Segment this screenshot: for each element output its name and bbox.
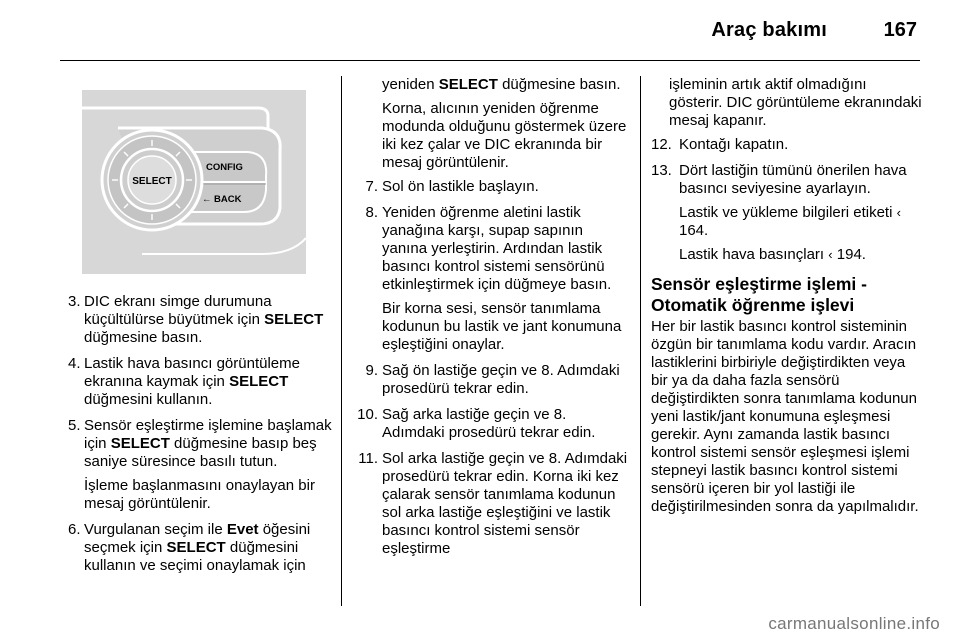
step-item <box>352 450 632 558</box>
text-run: Kontağı kapatın. <box>679 136 789 153</box>
text-run: Vurgulanan seçim ile <box>84 521 227 538</box>
text-run: Bir korna sesi, sensör tanımlama kodunun bu lastik ve jant konumuna eşleştiğini onaylar. <box>382 300 622 353</box>
bold-term: SELECT <box>229 373 289 390</box>
text-run: düğmesine basın. <box>497 76 621 93</box>
step-item <box>64 355 332 409</box>
step-item <box>651 162 923 264</box>
text-run: DIC ekranı simge durumuna küçültülürse büyütmek için <box>84 293 272 328</box>
step-paragraph <box>382 406 632 442</box>
step-item <box>651 136 923 154</box>
step-paragraph <box>679 204 923 240</box>
page-reference-arrow-icon: ‹ <box>896 205 901 220</box>
step-number: 12. <box>651 136 672 153</box>
text-run: düğmesine basıp beş saniye süresince basılı tutun. <box>84 435 317 470</box>
step-paragraph <box>382 450 632 558</box>
header-divider <box>60 60 920 61</box>
text-run: düğmesini kullanın. <box>84 391 213 408</box>
step-paragraph <box>84 417 332 471</box>
step-paragraph <box>84 293 332 347</box>
bold-term: SELECT <box>110 435 170 452</box>
watermark: carmanualsonline.info <box>768 614 940 633</box>
config-button-label: CONFIG <box>206 162 243 173</box>
continued-step-text <box>651 76 923 130</box>
column-divider-2 <box>640 76 641 606</box>
step-number: 4. <box>68 355 81 372</box>
paragraph <box>352 100 632 172</box>
step-paragraph <box>84 355 332 409</box>
steps-list <box>651 136 923 264</box>
step-number: 13. <box>651 162 672 179</box>
step-number: 11. <box>358 450 378 467</box>
step-number: 3. <box>68 293 81 310</box>
text-run: Sağ arka lastiğe geçin ve 8. Adımdaki prosedürü tekrar edin. <box>382 406 596 441</box>
paragraph <box>651 76 923 130</box>
column-divider-1 <box>341 76 342 606</box>
text-run: 164. <box>679 222 709 239</box>
step-number: 10. <box>357 406 378 423</box>
step-paragraph <box>382 204 632 294</box>
bold-term: Evet <box>226 521 259 538</box>
step-paragraph <box>679 246 923 264</box>
text-run: işleminin artık aktif olmadığını gösterir. DIC görüntüleme ekranındaki mesaj kapanır. <box>669 76 922 129</box>
step-item <box>352 362 632 398</box>
text-run: Sağ ön lastiğe geçin ve 8. Adımdaki prosedürü tekrar edin. <box>382 362 620 397</box>
text-run: Korna, alıcının yeniden öğrenme modunda olduğunu göstermek üzere iki kez çalar ve DIC ekranında bir mesaj görüntülenir. <box>382 100 627 171</box>
steering-wheel-controls-illustration <box>82 90 306 274</box>
step-paragraph <box>382 362 632 398</box>
text-run: Dört lastiğin tümünü önerilen hava basıncı seviyesine ayarlayın. <box>679 162 907 197</box>
back-arrow-icon: ← <box>202 194 212 205</box>
continued-step-text <box>352 76 632 172</box>
select-button-label: SELECT <box>132 176 172 187</box>
text-run: Sol arka lastiğe geçin ve 8. Adımdaki prosedürü tekrar edin. Korna iki kez çalarak sensör tanımlama kodunun sol arka lastiğe eşleştiğini ve lastik basıncı kontrol sistemi sensör eşleştirme <box>382 450 628 557</box>
text-run: düğmesine basın. <box>84 329 203 346</box>
section-heading: Sensör eşleştirme işlemi - Otomatik öğrenme işlevi <box>651 274 867 315</box>
page-header-title: Araç bakımı <box>711 19 827 41</box>
bold-term: SELECT <box>264 311 324 328</box>
text-run: İşleme başlanmasını onaylayan bir mesaj görüntülenir. <box>84 477 315 512</box>
page-number: 167 <box>883 19 917 41</box>
text-run: Lastik ve yükleme bilgileri etiketi <box>679 204 897 221</box>
step-item <box>352 406 632 442</box>
step-paragraph <box>382 178 632 196</box>
page-reference-arrow-icon: ‹ <box>828 247 833 262</box>
steps-list <box>64 293 332 575</box>
paragraph <box>352 76 632 94</box>
bold-term: SELECT <box>438 76 498 93</box>
step-paragraph <box>679 136 923 154</box>
text-run: Yeniden öğrenme aletini lastik yanağına karşı, supap sapının yanına yerleştirin. Ardından lastik basıncı kontrol sistemi sensörünü etkinleştirmek için düğmeye basın. <box>382 204 612 293</box>
column-left <box>64 76 332 583</box>
column-middle <box>352 76 632 566</box>
step-paragraph <box>84 477 332 513</box>
section-body: Her bir lastik basıncı kontrol sisteminin özgün bir tanımlama kodu vardır. Aracın lastiklerini birbiriyle değiştirdikten veya bir ya da daha fazla sensörü değiştirdikten sonra tanımlama kodunun yeni lastik/jant konumuna eşleşmesi gerekir. Aynı zamanda lastik basıncı kontrol sistemi sensör eşleşmesi işlemi stepneyi lastik basıncı kontrol sistemi sensörü içeren bir yol lastiği ile değiştirilmesinden sonra da yapılmalıdır. <box>651 318 919 515</box>
page-header <box>0 0 960 62</box>
step-item <box>64 293 332 347</box>
text-run: Lastik hava basınçları <box>679 246 829 263</box>
text-run: Sensör eşleştirme işlemine başlamak için <box>84 417 332 452</box>
step-paragraph <box>679 162 923 198</box>
bold-term: SELECT <box>166 539 226 556</box>
steps-list <box>352 178 632 558</box>
step-item <box>64 521 332 575</box>
step-number: 6. <box>68 521 81 538</box>
text-run: Sol ön lastikle başlayın. <box>382 178 539 195</box>
step-paragraph <box>84 521 332 575</box>
text-run: düğmesini kullanın ve seçimi onaylamak için <box>84 539 306 574</box>
step-item <box>64 417 332 513</box>
back-button-label: BACK <box>214 194 242 205</box>
step-paragraph <box>382 300 632 354</box>
column-right <box>651 76 923 516</box>
dic-controls-figure <box>82 90 306 274</box>
step-item <box>352 204 632 354</box>
text-run: öğesini seçmek için <box>84 521 311 556</box>
step-item <box>352 178 632 196</box>
step-number: 7. <box>365 178 378 195</box>
step-number: 5. <box>68 417 81 434</box>
step-number: 9. <box>365 362 378 379</box>
step-number: 8. <box>365 204 378 221</box>
text-run: Lastik hava basıncı görüntüleme ekranına kaymak için <box>84 355 300 390</box>
text-run: yeniden <box>382 76 439 93</box>
text-run: 194. <box>832 246 866 263</box>
